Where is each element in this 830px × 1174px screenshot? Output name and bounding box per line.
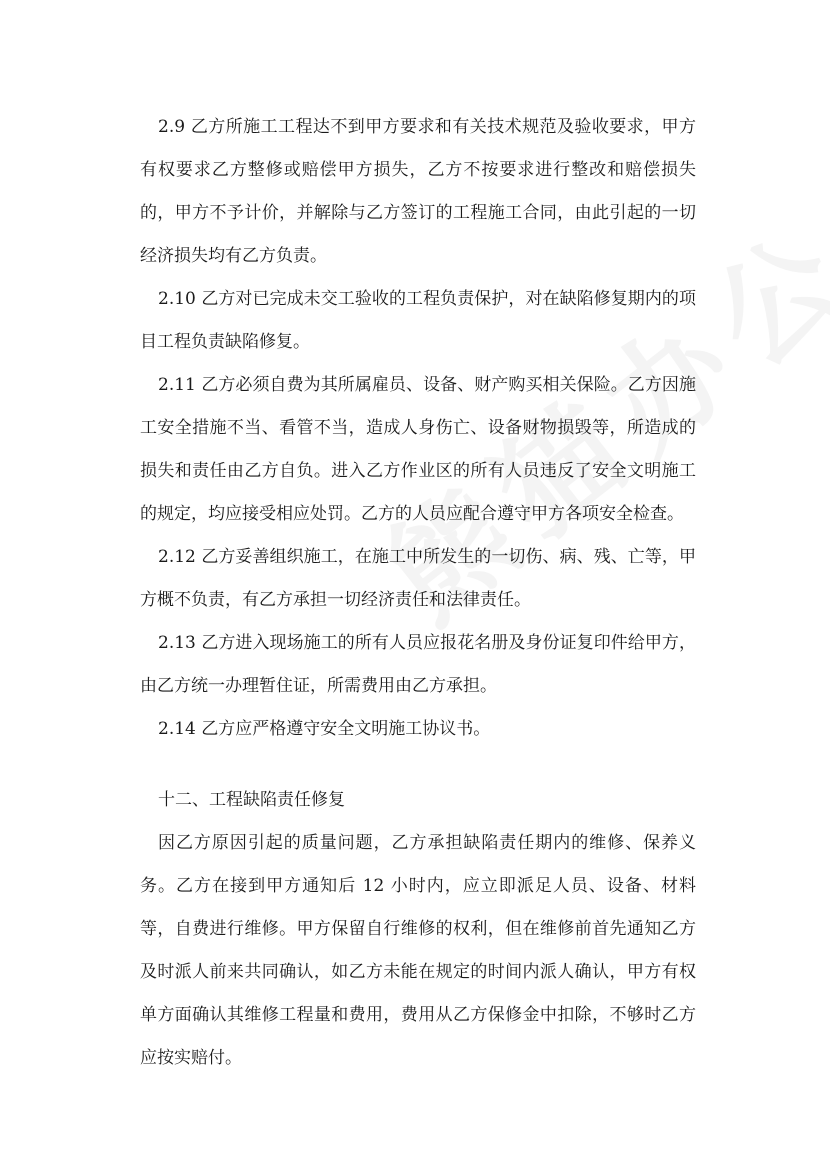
clause-2-12: 2.12 乙方妥善组织施工，在施工中所发生的一切伤、病、残、亡等，甲方概不负责，有乙方承担一切经济责任和法律责任。 xyxy=(140,547,696,610)
clause-2-11: 2.11 乙方必须自费为其所属雇员、设备、财产购买相关保险。乙方因施工安全措施不当、看管不当，造成人身伤亡、设备财物损毁等，所造成的损失和责任由乙方自负。进入乙方作业区的所有人员违反了安全文明施工的规定，均应接受相应处罚。乙方的人员应配合遵守甲方各项安全检查。 xyxy=(140,375,696,524)
clause-2-13: 2.13 乙方进入现场施工的所有人员应报花名册及身份证复印件给甲方，由乙方统一办理暂住证，所需费用由乙方承担。 xyxy=(140,633,696,696)
clause-2-14: 2.14 乙方应严格遵守安全文明施工协议书。 xyxy=(158,719,491,739)
section-gap xyxy=(140,751,696,779)
document-body xyxy=(140,106,696,1080)
section-body: 因乙方原因引起的质量问题，乙方承担缺陷责任期内的维修、保养义务。乙方在接到甲方通知后 12 小时内，应立即派足人员、设备、材料等，自费进行维修。甲方保留自行维修的权利，但在维修前首先通知乙方及时派人前来共同确认，如乙方未能在规定的时间内派人确认，甲方有权单方面确认其维修工程量和费用，费用从乙方保修金中扣除，不够时乙方应按实赔付。 xyxy=(140,833,696,1068)
section-title: 十二、工程缺陷责任修复 xyxy=(158,790,345,810)
clause-2-9: 2.9 乙方所施工工程达不到甲方要求和有关技术规范及验收要求，甲方有权要求乙方整修或赔偿甲方损失，乙方不按要求进行整改和赔偿损失的，甲方不予计价，并解除与乙方签订的工程施工合同，由此引起的一切经济损失均有乙方负责。 xyxy=(140,117,696,266)
clause-2-10: 2.10 乙方对已完成未交工验收的工程负责保护，对在缺陷修复期内的项目工程负责缺陷修复。 xyxy=(140,289,696,352)
